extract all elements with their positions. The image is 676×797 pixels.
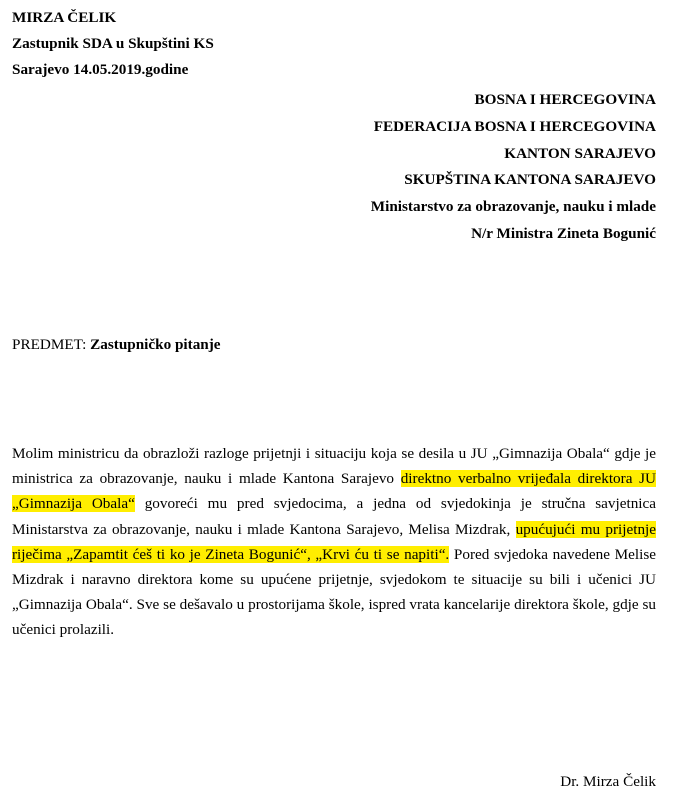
sender-role: Zastupnik SDA u Skupštini KS — [12, 35, 214, 52]
body-paragraph — [12, 441, 656, 643]
recipient-country: BOSNA I HERCEGOVINA — [474, 91, 656, 108]
subject-line — [12, 334, 221, 356]
signature: Dr. Mirza Čelik — [560, 773, 656, 790]
recipient-ministry: Ministarstvo za obrazovanje, nauku i mlade — [370, 198, 656, 216]
highlight-verbal-abuse: direktno verbalno vrijeđala direktora JU „Gimnazija Obala“ — [12, 470, 656, 513]
body-text-part-2: govoreći mu pred svjedocima, a jedna od svjedokinja je stručna savjetnica Ministarstva za obrazovanje, nauku i mlade Kantona Sarajevo, Melisa Mizdrak, — [12, 495, 656, 538]
recipient-attention: N/r Ministra Zineta Bogunić — [471, 224, 656, 242]
subject-label: PREDMET: — [12, 336, 91, 353]
sender-place-date: Sarajevo 14.05.2019.godine — [12, 61, 189, 78]
sender-block — [12, 5, 214, 83]
subject-title: Zastupničko pitanje — [90, 336, 221, 353]
recipient-block — [371, 87, 656, 248]
body-text-part-1: Molim ministricu da obrazloži razloge prijetnji i situaciju koja se desila u JU „Gimnazija Obala“ gdje je ministrica za obrazovanje, nauku i mlade Kantona Sarajevo — [12, 445, 656, 488]
sender-name: MIRZA ČELIK — [12, 9, 117, 26]
highlight-threats-quote: upućujući mu prijetnje riječima „Zapamtit ćeš ti ko je Zineta Bogunić“, „Krvi ću ti se napiti“. — [12, 520, 657, 563]
recipient-assembly: SKUPŠTINA KANTONA SARAJEVO — [404, 171, 656, 189]
recipient-federation: FEDERACIJA BOSNA I HERCEGOVINA — [373, 117, 656, 135]
body-text-part-3: Pored svjedoka navedene Melise Mizdrak i naravno direktora kome su upućene prijetnje, svjedokom te situacije su bili i učenici JU „Gimnazija Obala“. Sve se dešavalo u prostorijama škole, ispred vrata kancelarije direktora škole, gdje su učenici prolazili. — [12, 545, 656, 639]
recipient-canton: KANTON SARAJEVO — [504, 144, 656, 162]
